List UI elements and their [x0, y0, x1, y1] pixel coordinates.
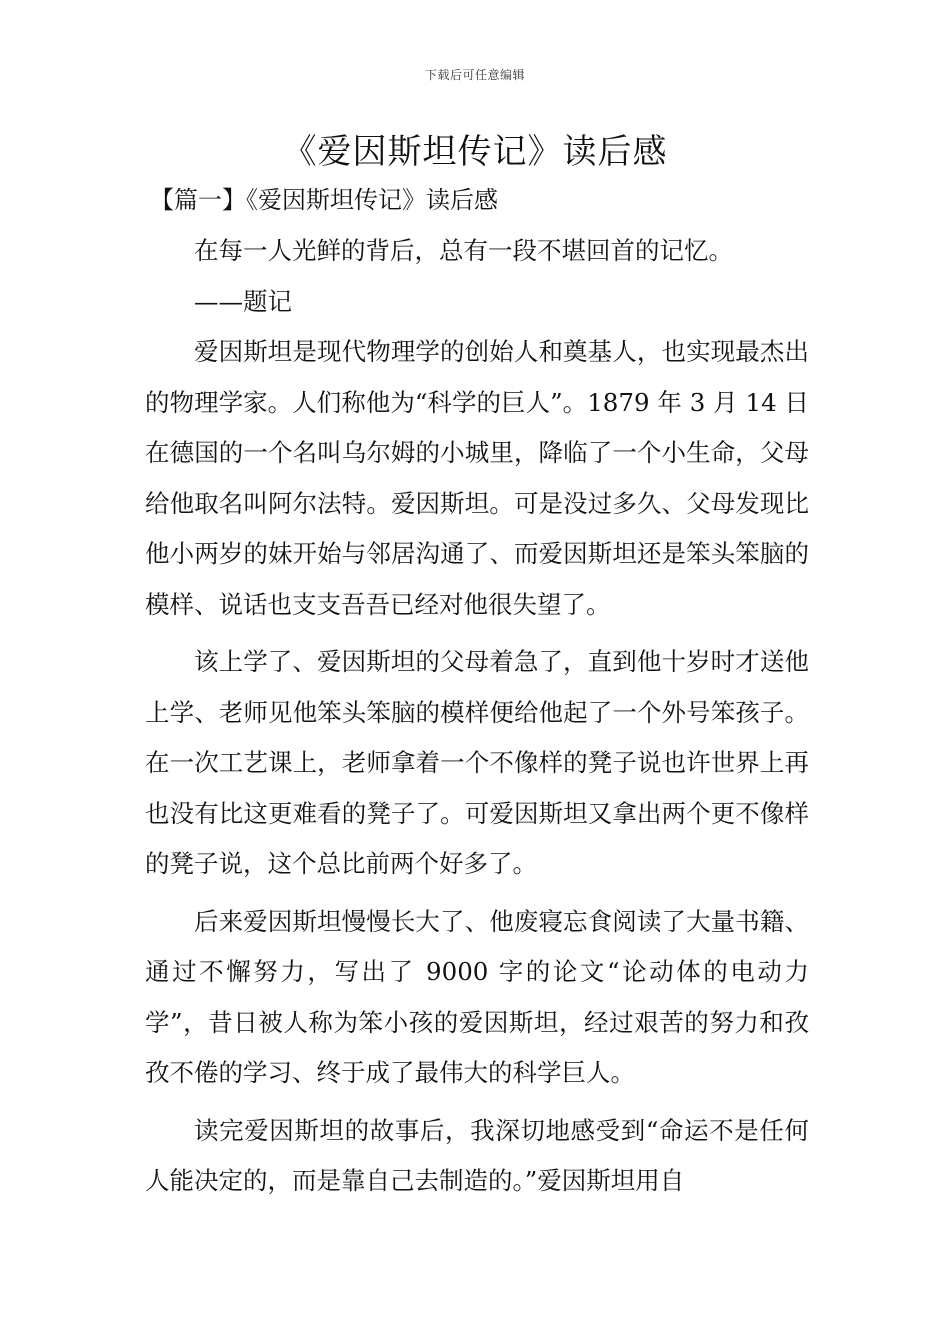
paragraph-1: 爱因斯坦是现代物理学的创始人和奠基人，也实现最杰出的物理学家。人们称他为“科学的巨人”。1879 年 3 月 14 日在德国的一个名叫乌尔姆的小城里，降临了一个小生命，父母给他取名叫阿尔法特。爱因斯坦。可是没过多久、父母发现比他小两岁的妹开始与邻居沟通了、而爱因斯坦还是笨头笨脑的模样、说话也支支吾吾已经对他很失望了。 [145, 337, 809, 619]
document-title: 《爱因斯坦传记》读后感 [282, 132, 668, 172]
paragraph-epigraph: 在每一人光鲜的背后，总有一段不堪回首的记忆。 [194, 236, 733, 265]
section-heading: 【篇一】《爱因斯坦传记》读后感 [150, 186, 498, 214]
document-body [145, 226, 809, 1207]
paragraph-2: 该上学了、爱因斯坦的父母着急了，直到他十岁时才送他上学、老师见他笨头笨脑的模样便给他起了一个外号笨孩子。在一次工艺课上，老师拿着一个不像样的凳子说也许世界上再也没有比这更难看的凳子了。可爱因斯坦又拿出两个更不像样的凳子说，这个总比前两个好多了。 [145, 647, 809, 878]
paragraph-4: 读完爱因斯坦的故事后，我深切地感受到“命运不是任何人能决定的，而是靠自己去制造的。”爱因斯坦用自 [145, 1115, 809, 1195]
header-note: 下载后可任意编辑 [424, 68, 525, 82]
paragraph-3: 后来爱因斯坦慢慢长大了、他废寝忘食阅读了大量书籍、通过不懈努力，写出了 9000 字的论文“论动体的电动力学”，昔日被人称为笨小孩的爱因斯坦，经过艰苦的努力和孜孜不倦的学习、终于成了最伟大的科学巨人。 [145, 906, 809, 1087]
paragraph-epigraph-attribution: ——题记 [194, 286, 292, 316]
